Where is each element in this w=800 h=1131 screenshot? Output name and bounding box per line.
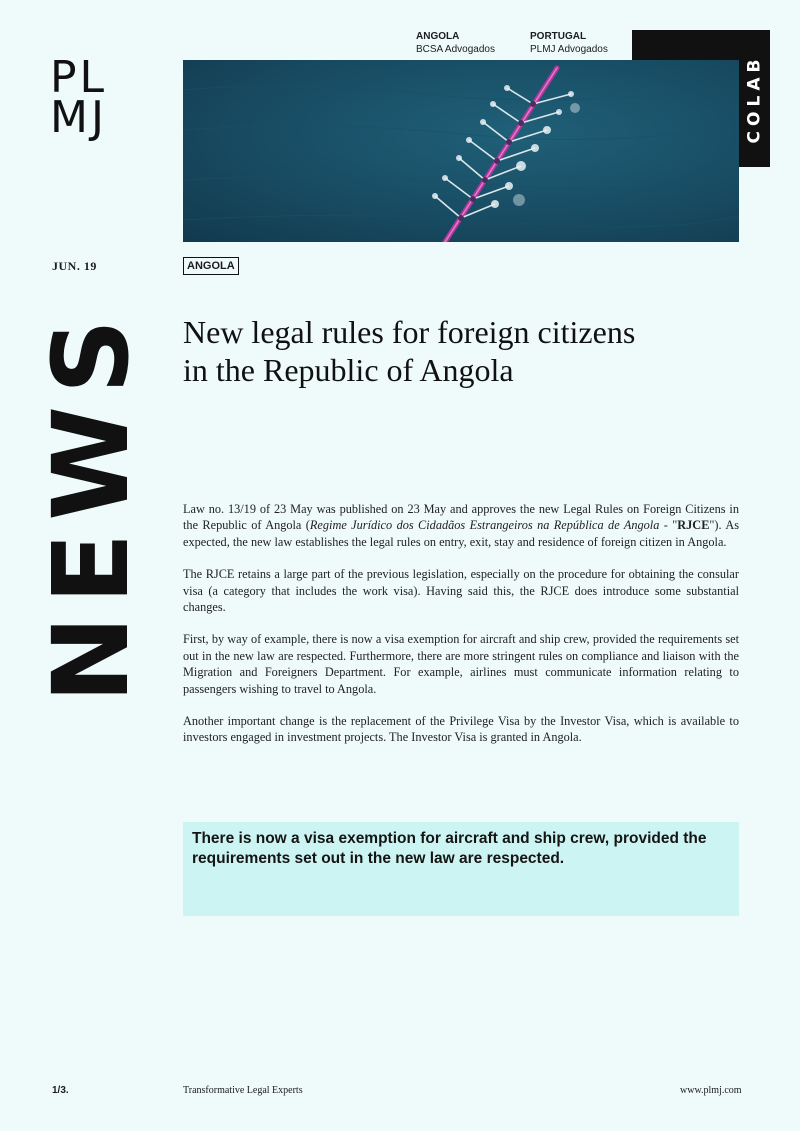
website-link[interactable]: www.plmj.com [680, 1085, 742, 1096]
p1-text-a: Law no. 13/19 of 23 May was published on 23 May and approves the new Legal Rules on Foreign Citizens in the Republic of Angola ( [183, 502, 739, 533]
logo-line-2: MJ [50, 92, 107, 143]
office-angola [416, 30, 495, 56]
section-label: NEWS [30, 307, 153, 703]
paragraph-4: Another important change is the replacement of the Privilege Visa by the Investor Visa, which is available to investors engaged in investment projects. The Investor Visa is granted in Angola. [183, 714, 739, 745]
title-line-2: in the Republic of Angola [183, 352, 514, 388]
publication-date: JUN. 19 [52, 259, 97, 273]
paragraph-2: The RJCE retains a large part of the previous legislation, especially on the procedure for obtaining the consular visa (a category that includes the work visa). Having said this, the RJCE does introduce some substantial changes. [183, 567, 739, 615]
p1-text-b: - " [659, 518, 678, 533]
title-line-1: New legal rules for foreign citizens [183, 314, 636, 350]
office-firm: BCSA Advogados [416, 44, 495, 55]
article-body [183, 501, 739, 762]
rowing-boat-photo [183, 60, 739, 242]
colab-corner-box [632, 30, 739, 60]
country-tag: ANGOLA [183, 257, 239, 275]
office-portugal [530, 30, 608, 56]
office-country: PORTUGAL [530, 31, 587, 42]
p1-bold-acronym: RJCE [677, 518, 710, 533]
plmj-logo [50, 52, 136, 143]
logo-line-1: PL [50, 52, 108, 103]
article-title [183, 313, 753, 389]
p1-text-c: "). As expected, the new law establishes the legal rules on entry, exit, stay and residence of foreign citizen in Angola. [183, 518, 739, 549]
office-firm: PLMJ Advogados [530, 44, 608, 55]
paragraph-3: First, by way of example, there is now a visa exemption for aircraft and ship crew, provided the requirements set out in the new law are respected. Furthermore, there are more stringent rules on compliance and liaison with the Migration and Foreigners Department. For example, airlines must communicate information relating to passengers wishing to travel to Angola. [183, 632, 739, 696]
pull-quote: There is now a visa exemption for aircraft and ship crew, provided the requirements set out in the new law are respected. [183, 822, 739, 916]
footer-tagline: Transformative Legal Experts [183, 1085, 303, 1096]
p1-italic-term: Regime Jurídico dos Cidadãos Estrangeiros na República de Angola [309, 518, 660, 533]
colab-label: COLAB [744, 54, 765, 143]
rowing-boat-illustration [183, 60, 739, 242]
paragraph-1 [183, 501, 739, 550]
section-label-wrapper [30, 307, 153, 703]
page-number: 1/3. [52, 1085, 69, 1096]
office-country: ANGOLA [416, 31, 460, 42]
colab-label-wrapper [739, 30, 770, 167]
